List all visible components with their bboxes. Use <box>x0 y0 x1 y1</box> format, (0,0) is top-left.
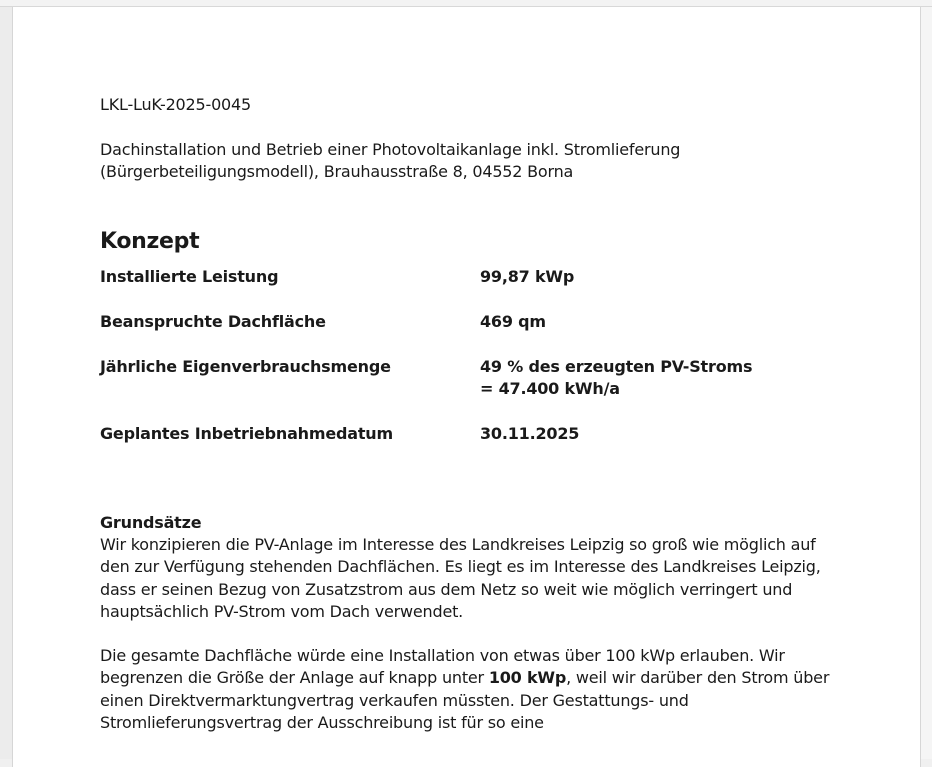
fact-value <box>480 266 850 288</box>
paragraph: Wir konzipieren die PV-Anlage im Interesse des Landkreises Leipzig so groß wie möglich auf den zur Verfügung stehenden Dachflächen. Es liegt es im Interesse des Landkreises Leipzig, dass er seinen Bezug von Zusatzstrom aus dem Netz so weit wie möglich verringert und hauptsächlich PV-Strom vom Dach verwendet. <box>100 535 821 621</box>
facts-table <box>100 266 850 445</box>
subject-text <box>100 139 850 183</box>
fact-value-line: 30.11.2025 <box>480 424 580 443</box>
paragraph-text: Die gesamte Dachfläche würde eine Installation von etwas über 100 kWp erlauben. Wir begrenzen die Größe der Anlage auf knapp unter <box>100 646 785 688</box>
fact-row <box>100 266 850 288</box>
fact-value-line-2: = 47.400 kWh/a <box>480 379 620 398</box>
viewer-top-edge <box>0 0 932 7</box>
paragraph-emphasis: 100 kWp <box>488 668 567 688</box>
subject-line-2: (Bürgerbeteiligungsmodell), Brauhausstraße 8, 04552 Borna <box>100 162 574 181</box>
fact-value-line: 469 qm <box>480 312 546 331</box>
subject-line-1: Dachinstallation und Betrieb einer Photovoltaikanlage inkl. Stromlieferung <box>100 140 681 159</box>
fact-label: Geplantes Inbetriebnahmedatum <box>100 424 393 443</box>
document-page <box>12 7 921 767</box>
viewer-right-gutter <box>920 7 932 759</box>
fact-row <box>100 423 850 445</box>
fact-value-line: 49 % des erzeugten PV-Stroms <box>480 357 753 376</box>
page-content <box>100 93 850 734</box>
fact-label: Beanspruchte Dachfläche <box>100 312 326 331</box>
fact-value <box>480 356 850 400</box>
paragraph-text: , weil wir darüber den Strom über einen Direktvermarktungvertrag verkaufen müssten. Der Gestattungs- und Stromlieferungsvertrag der Ausschreibung ist für so eine <box>100 668 830 733</box>
fact-value <box>480 423 850 445</box>
fact-row <box>100 356 850 400</box>
page-heading: Konzept <box>100 229 200 254</box>
fact-value <box>480 311 850 333</box>
fact-label: Jährliche Eigenverbrauchsmenge <box>100 357 391 376</box>
fact-row <box>100 311 850 333</box>
reference-number: LKL-LuK-2025-0045 <box>100 95 251 114</box>
fact-label: Installierte Leistung <box>100 267 279 286</box>
paragraph <box>100 645 840 734</box>
fact-value-line: 99,87 kWp <box>480 267 575 286</box>
section-title: Grundsätze <box>100 513 202 532</box>
